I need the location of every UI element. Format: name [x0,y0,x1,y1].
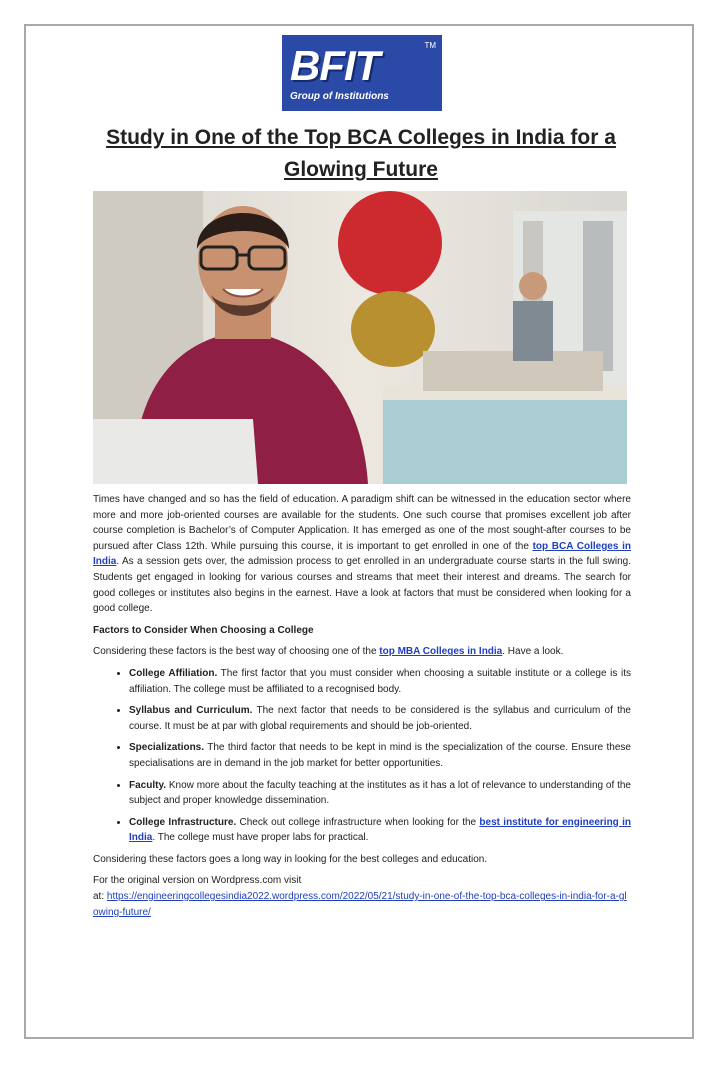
list-item [129,703,631,734]
bfit-logo [282,35,442,111]
factor-title: Specializations. [129,742,205,754]
paragraph-text: . As a session gets over, the admission process to get enrolled in an undergraduate course starts in the full swing. Students get engaged in looking for various courses and streams that meet their interest and dreams. The search for good colleges or institutes also begins in the earnest. Have a look at factors that must be considered when looking for a good college. [93,556,631,615]
factor-text: Know more about the faculty teaching at the institutes as it has a lot of relevance to understanding of the subject and proper knowledge dissemination. [129,779,631,807]
source-line: For the original version on Wordpress.com visit [93,875,302,887]
top-bca-colleges-link[interactable]: top BCA Colleges in India [93,540,631,568]
list-item [129,778,631,809]
source-prefix: at: [93,891,107,903]
best-engineering-institute-link[interactable]: best institute for engineering in India [129,816,631,844]
top-mba-colleges-link[interactable]: top MBA Colleges in India [379,646,503,658]
logo-wordmark: BFIT [290,42,380,89]
factor-text: . The college must have proper labs for practical. [152,832,369,844]
factor-title: Syllabus and Curriculum. [129,705,253,717]
logo-trademark: TM [424,41,436,50]
factor-title: College Affiliation. [129,667,218,679]
factors-list [93,666,631,846]
page-title: Study in One of the Top BCA Colleges in India for a Glowing Future [106,126,616,181]
factors-heading: Factors to Consider When Choosing a College [93,624,314,636]
factor-text: The first factor that you must consider when choosing a suitable institute or a college is its affiliation. The college must be affiliated to a recognised body. [129,667,631,695]
intro-text: . Have a look. [502,646,564,658]
factor-title: Faculty. [129,779,167,791]
factor-text: Check out college infrastructure when looking for the [236,816,480,828]
hero-photo-illustration [93,191,627,484]
intro-text: Considering these factors is the best way of choosing one of the [93,646,380,658]
conclusion-paragraph: Considering these factors goes a long way in looking for the best colleges and education. [93,853,488,865]
hero-image [93,191,627,484]
source-paragraph [93,873,631,920]
factor-text: The third factor that needs to be kept in mind is the specialization of the course. Ensure these specialisations are in demand in the job market for better opportunities. [129,742,631,769]
list-item [129,740,631,771]
factor-title: College Infrastructure. [129,816,237,828]
document-page [24,24,694,1039]
list-item [129,815,631,846]
article-body [93,492,631,926]
factor-text: The next factor that needs to be considered is the syllabus and curriculum of the course. It must be at par with global requirements and should be job-oriented. [129,705,631,732]
original-article-link[interactable]: https://engineeringcollegesindia2022.wordpress.com/2022/05/21/study-in-one-of-the-top-bca-colleges-in-india-for-a-glowing-future/ [93,891,627,918]
factors-intro [93,644,631,660]
paragraph-text: Times have changed and so has the field of education. A paradigm shift can be witnessed in the education sector where more and more job-oriented courses are available for the students. One such course that promises excellent job after course completion is Bachelor’s of Computer Application. It has emerged as one of the most sought-after courses to be pursued after Class 12th. While pursuing this course, it is important to get enrolled in one of the [93,494,631,552]
list-item [129,666,631,697]
logo-tagline: Group of Institutions [290,91,389,102]
intro-paragraph [93,492,631,617]
